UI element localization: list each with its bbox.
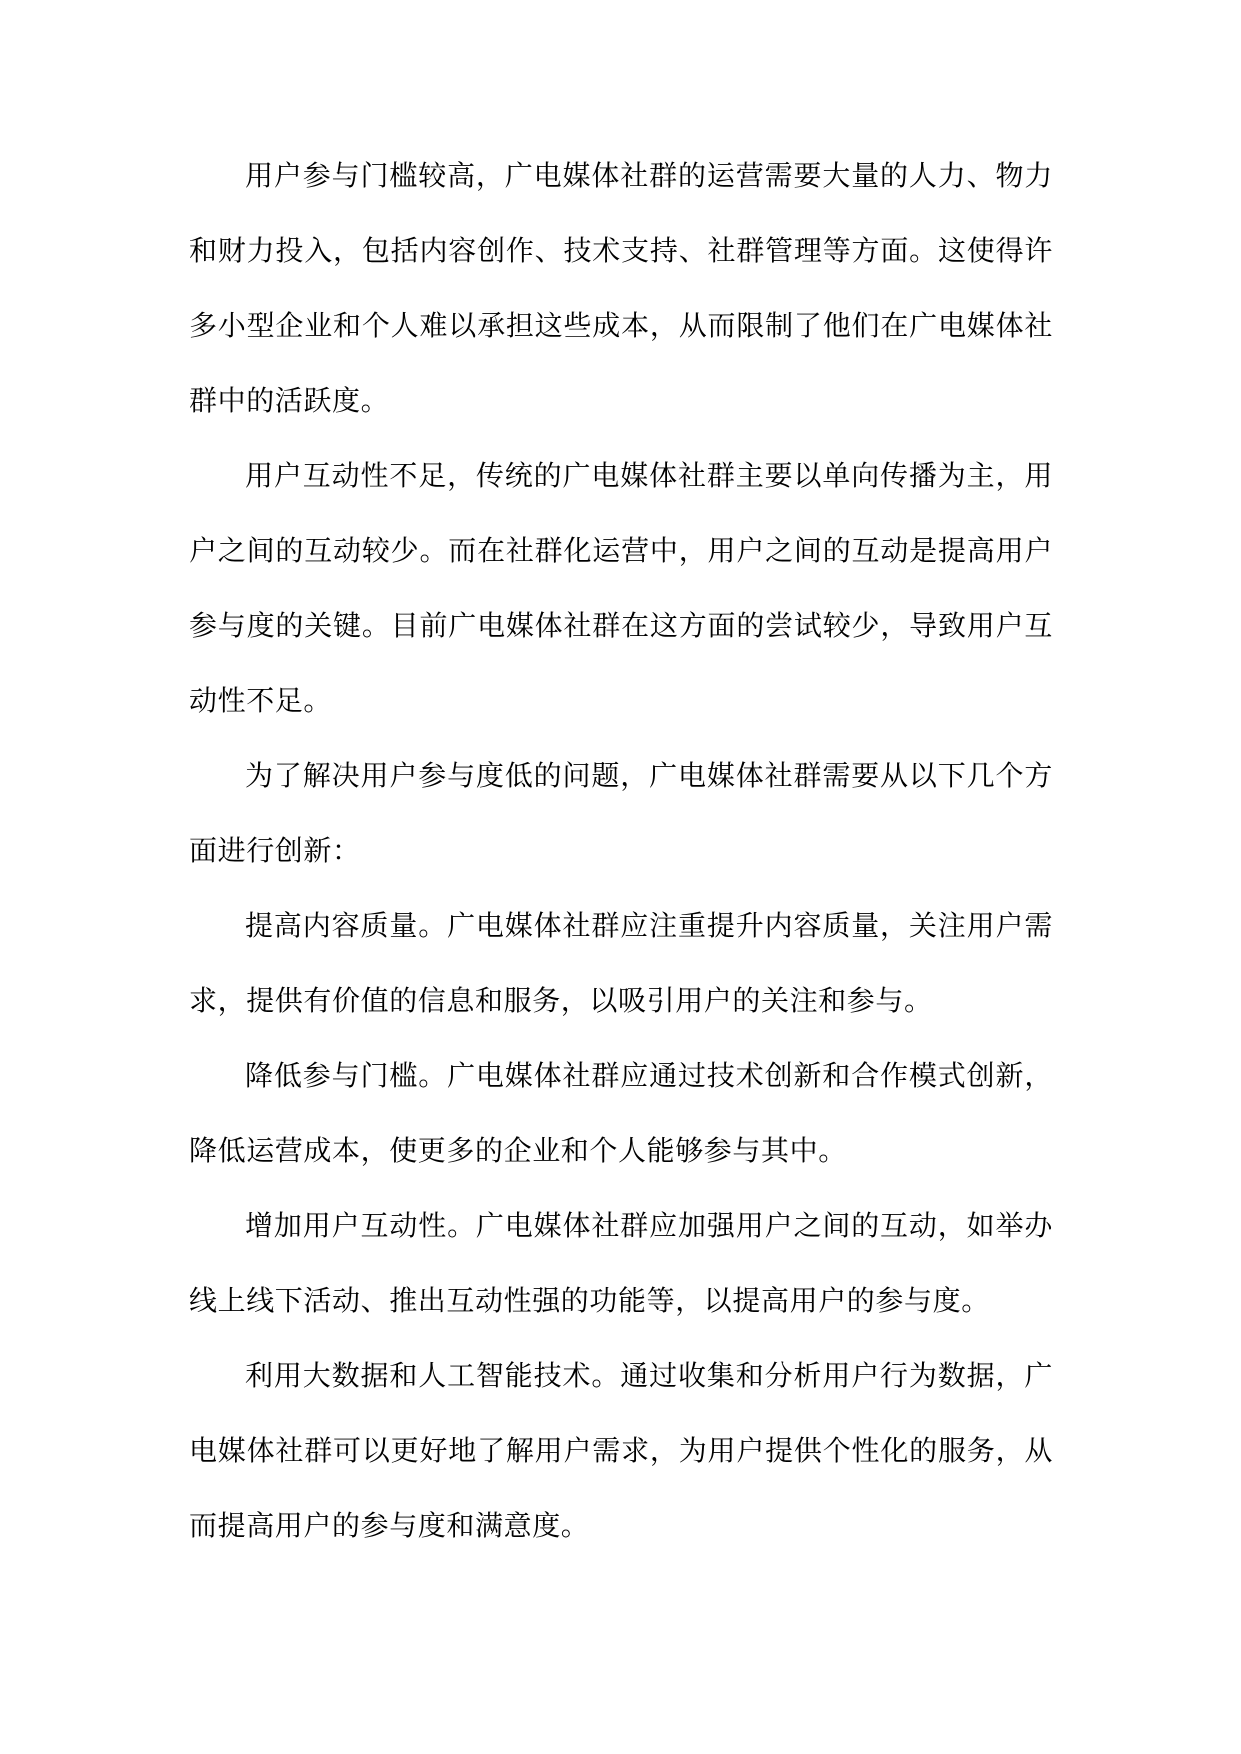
paragraph-improve-content-quality: 提高内容质量。广电媒体社群应注重提升内容质量，关注用户需求，提供有价值的信息和服务，以吸引用户的关注和参与。	[189, 909, 1053, 1017]
paragraph-big-data-ai: 利用大数据和人工智能技术。通过收集和分析用户行为数据，广电媒体社群可以更好地了解用户需求，为用户提供个性化的服务，从而提高用户的参与度和满意度。	[189, 1359, 1053, 1542]
paragraph-lower-threshold: 降低参与门槛。广电媒体社群应通过技术创新和合作模式创新，降低运营成本，使更多的企业和个人能够参与其中。	[189, 1059, 1053, 1167]
document-body	[189, 138, 1053, 1563]
paragraph-participation-threshold: 用户参与门槛较高，广电媒体社群的运营需要大量的人力、物力和财力投入，包括内容创作、技术支持、社群管理等方面。这使得许多小型企业和个人难以承担这些成本，从而限制了他们在广电媒体社群中的活跃度。	[189, 159, 1053, 417]
paragraph-increase-interaction: 增加用户互动性。广电媒体社群应加强用户之间的互动，如举办线上线下活动、推出互动性强的功能等，以提高用户的参与度。	[189, 1209, 1053, 1317]
paragraph-solution-intro: 为了解决用户参与度低的问题，广电媒体社群需要从以下几个方面进行创新：	[189, 759, 1053, 867]
paragraph-interaction-insufficient: 用户互动性不足，传统的广电媒体社群主要以单向传播为主，用户之间的互动较少。而在社群化运营中，用户之间的互动是提高用户参与度的关键。目前广电媒体社群在这方面的尝试较少，导致用户互动性不足。	[189, 459, 1053, 717]
